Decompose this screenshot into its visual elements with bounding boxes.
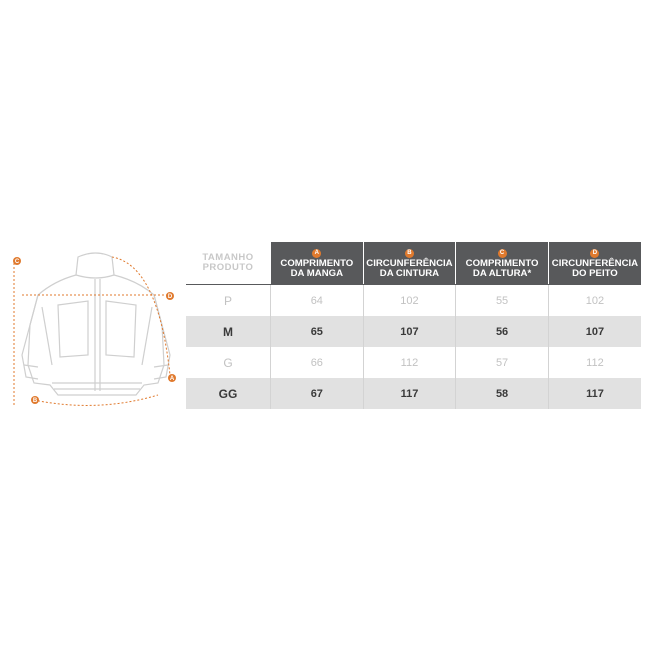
value-cell: 102 bbox=[548, 285, 641, 316]
jacket-outline-drawing bbox=[8, 245, 188, 420]
table-row bbox=[186, 347, 641, 378]
value-cell: 64 bbox=[271, 285, 364, 316]
badge-a: A bbox=[312, 249, 321, 258]
marker-d: D bbox=[167, 294, 173, 300]
header-height-length: C COMPRIMENTO DA ALTURA* bbox=[456, 242, 549, 284]
size-cell: M bbox=[186, 316, 271, 347]
size-cell: G bbox=[186, 347, 271, 378]
jacket-diagram bbox=[8, 245, 188, 420]
value-cell: 102 bbox=[363, 285, 456, 316]
value-cell: 117 bbox=[548, 378, 641, 409]
header-waist-circumference: B CIRCUNFERÊNCIA DA CINTURA bbox=[363, 242, 456, 284]
value-cell: 56 bbox=[456, 316, 549, 347]
marker-a: A bbox=[169, 376, 175, 382]
size-chart-table bbox=[186, 242, 641, 409]
size-cell: GG bbox=[186, 378, 271, 409]
header-chest-circumference: D CIRCUNFERÊNCIA DO PEITO bbox=[548, 242, 641, 284]
value-cell: 66 bbox=[271, 347, 364, 378]
value-cell: 55 bbox=[456, 285, 549, 316]
marker-c: C bbox=[14, 259, 20, 265]
size-cell: P bbox=[186, 285, 271, 316]
badge-b: B bbox=[405, 249, 414, 258]
value-cell: 58 bbox=[456, 378, 549, 409]
table-row bbox=[186, 316, 641, 347]
badge-c: C bbox=[498, 249, 507, 258]
value-cell: 57 bbox=[456, 347, 549, 378]
table-row bbox=[186, 378, 641, 409]
header-sleeve-length: A COMPRIMENTO DA MANGA bbox=[271, 242, 364, 284]
value-cell: 117 bbox=[363, 378, 456, 409]
table-row bbox=[186, 285, 641, 316]
badge-d: D bbox=[590, 249, 599, 258]
value-cell: 67 bbox=[271, 378, 364, 409]
value-cell: 107 bbox=[363, 316, 456, 347]
value-cell: 112 bbox=[363, 347, 456, 378]
value-cell: 107 bbox=[548, 316, 641, 347]
table-header-row bbox=[186, 242, 641, 284]
value-cell: 65 bbox=[271, 316, 364, 347]
marker-b: B bbox=[32, 398, 38, 404]
corner-header: TAMANHO PRODUTO bbox=[186, 242, 271, 284]
value-cell: 112 bbox=[548, 347, 641, 378]
